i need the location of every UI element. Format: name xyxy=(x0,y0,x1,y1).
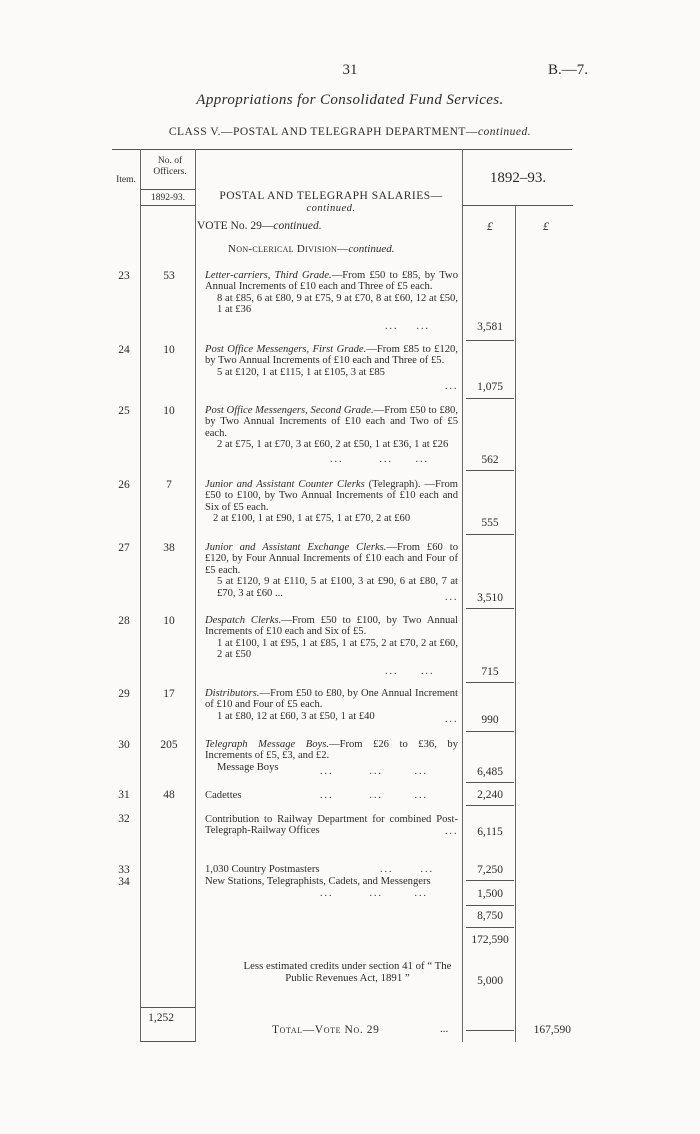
row-24-amount: 1,075 xyxy=(477,381,503,393)
leader-dots-31: ... ... ... xyxy=(320,790,428,801)
row-25-title: Post Office Messengers, Second Grade. xyxy=(205,405,374,416)
subtotal-rule xyxy=(466,927,514,928)
row-28-amount: 715 xyxy=(481,666,499,678)
row-34-item: 34 xyxy=(118,876,130,888)
row-26-title: Junior and Assistant Counter Clerks xyxy=(205,479,365,490)
col-divider-item xyxy=(140,149,141,1042)
leader-dots-29: ... xyxy=(445,714,459,725)
row-34-text: New Stations, Telegraphists, Cadets, and Messengers xyxy=(205,876,431,887)
row-33-item: 33 xyxy=(118,864,130,876)
officers-total: 1,252 xyxy=(148,1012,174,1024)
row-29-description xyxy=(205,688,458,722)
row-33-text: 1,030 Country Postmasters xyxy=(205,864,320,875)
leader-dots-30: ... ... ... xyxy=(320,766,428,777)
section-title-text: POSTAL AND TELEGRAPH SALARIES— xyxy=(219,190,443,202)
col-header-item: Item. xyxy=(116,175,136,185)
row-26-detail: 2 at £100, 1 at £90, 1 at £75, 1 at £70, 2 at £60 xyxy=(213,513,411,525)
header-bottom-rule-right xyxy=(463,205,573,206)
subtotal-amount: 8,750 xyxy=(477,910,503,922)
less-credits-amount: 5,000 xyxy=(477,975,503,987)
row-28-title: Despatch Clerks. xyxy=(205,615,282,626)
row-30-text: —From £26 to £36, by Increments of £5, £3, and £2. xyxy=(205,739,458,762)
row-23-detail: 8 at £85, 6 at £80, 9 at £75, 9 at £70, 8 at £60, 12 at £50, 1 at £36 xyxy=(217,292,458,316)
section-title xyxy=(200,190,462,214)
leader-dots-23: ... ... xyxy=(385,321,430,332)
class-heading-cont: continued. xyxy=(477,126,532,138)
row-33-rule xyxy=(466,880,514,881)
row-25-description xyxy=(205,405,458,451)
col-header-officers-year: 1892-93. xyxy=(150,193,186,203)
row-26-officers: 7 xyxy=(166,479,172,491)
row-23-amount: 3,581 xyxy=(477,321,503,333)
row-29-amount: 990 xyxy=(481,714,499,726)
leader-dots-27: ... xyxy=(445,592,459,603)
vote-heading-text: VOTE No. 29— xyxy=(197,220,274,232)
row-29-rule xyxy=(466,731,514,732)
col-header-pound-1: £ xyxy=(487,219,493,233)
row-31-item: 31 xyxy=(118,789,130,801)
officers-total-rule xyxy=(141,1007,195,1008)
division-heading-cont: continued. xyxy=(348,243,395,255)
officers-total-bottom-rule xyxy=(141,1041,195,1042)
row-23-title: Letter-carriers, Third Grade. xyxy=(205,270,332,281)
row-24-item: 24 xyxy=(118,344,130,356)
row-26-description xyxy=(205,479,458,525)
row-31-rule xyxy=(466,805,514,806)
total-before-credits: 172,590 xyxy=(471,934,509,946)
leader-dots-25: ... ... ... xyxy=(330,454,429,465)
class-heading xyxy=(100,126,600,138)
row-23-item: 23 xyxy=(118,270,130,282)
leader-dots-32: ... xyxy=(445,826,459,837)
row-23-rule xyxy=(466,340,514,341)
row-27-detail: 5 at £120, 9 at £110, 5 at £100, 3 at £90, 6 at £80, 7 at £70, 3 at £60 ... xyxy=(217,576,458,599)
row-28-officers: 10 xyxy=(163,615,175,627)
row-27-amount: 3,510 xyxy=(477,592,503,604)
row-32-description xyxy=(205,814,458,837)
row-29-text: —From £50 to £80, by One Annual Increment of £10 and Four of £5 each. xyxy=(205,688,458,711)
row-34-amount: 1,500 xyxy=(477,888,503,900)
row-30-detail: Message Boys xyxy=(217,761,279,773)
row-26-rule xyxy=(466,534,514,535)
total-dots: ... xyxy=(440,1023,449,1035)
document-reference: B.—7. xyxy=(547,62,588,78)
header-bottom-rule-left xyxy=(141,205,195,206)
col-divider-desc xyxy=(462,149,463,1042)
row-24-title: Post Office Messengers, First Grade. xyxy=(205,344,367,355)
row-26-text: (Telegraph). —From £50 to £100, by Two Annual Increments of £10 each and Six of £5 each. xyxy=(205,479,458,513)
row-27-title: Junior and Assistant Exchange Clerks. xyxy=(205,542,387,553)
col-header-no-officers: No. of Officers. xyxy=(153,156,187,177)
row-33-amount: 7,250 xyxy=(477,864,503,876)
row-23-text: —From £50 to £85, by Two Annual Increments of £10 each and Three of £5 each. xyxy=(205,270,458,293)
col-divider-officers xyxy=(195,149,196,1042)
total-dash xyxy=(466,1030,514,1031)
row-27-text: —From £60 to £120, by Four Annual Increments of £10 each and Four of £5 each. xyxy=(205,542,458,576)
row-30-rule xyxy=(466,782,514,783)
row-24-officers: 10 xyxy=(163,344,175,356)
col-header-pound-2: £ xyxy=(543,219,549,233)
row-24-rule xyxy=(466,398,514,399)
officers-year-rule xyxy=(141,189,195,190)
section-title-cont: continued. xyxy=(306,203,356,214)
row-28-text: —From £50 to £100, by Two Annual Increments of £10 each and Six of £5. xyxy=(205,615,459,638)
col-divider-amount xyxy=(515,205,516,1042)
row-29-detail: 1 at £80, 12 at £60, 3 at £50, 1 at £40 xyxy=(217,710,375,722)
vote-heading-cont: continued. xyxy=(273,220,322,232)
row-28-item: 28 xyxy=(118,615,130,627)
row-34-description xyxy=(205,876,458,887)
row-28-rule xyxy=(466,682,514,683)
row-30-officers: 205 xyxy=(160,739,178,751)
page-number: 31 xyxy=(342,62,358,78)
leader-dots-34: ... ... ... xyxy=(320,888,428,899)
row-27-rule xyxy=(466,608,514,609)
page-subtitle: Appropriations for Consolidated Fund Services. xyxy=(196,92,504,108)
vote-heading xyxy=(197,220,322,232)
row-28-detail: 1 at £100, 1 at £95, 1 at £85, 1 at £75, 2 at £70, 2 at £60, 2 at £50 xyxy=(217,637,458,661)
row-30-amount: 6,485 xyxy=(477,766,503,778)
row-26-item: 26 xyxy=(118,479,130,491)
row-24-text: —From £85 to £120, by Two Annual Increments of £10 each and Three of £5. xyxy=(205,344,459,367)
col-header-year: 1892–93. xyxy=(489,170,547,186)
grand-total-amount: 167,590 xyxy=(533,1024,571,1036)
row-31-amount: 2,240 xyxy=(477,789,503,801)
total-label: Total—Vote No. 29 xyxy=(272,1024,380,1036)
row-32-text: Contribution to Railway Department for combined Post-Telegraph-Railway Offices xyxy=(205,814,458,837)
row-28-description xyxy=(205,615,458,661)
class-heading-text: CLASS V.—POSTAL AND TELEGRAPH DEPARTMENT— xyxy=(168,126,478,138)
row-29-title: Distributors. xyxy=(205,688,260,699)
row-25-officers: 10 xyxy=(163,405,175,417)
row-25-amount: 562 xyxy=(481,454,499,466)
row-31-text: Cadettes xyxy=(205,790,242,801)
division-heading xyxy=(228,243,394,255)
row-23-officers: 53 xyxy=(163,270,175,282)
row-26-amount: 555 xyxy=(481,517,499,529)
table-top-rule xyxy=(112,149,572,150)
row-24-description xyxy=(205,344,458,378)
row-24-detail: 5 at £120, 1 at £115, 1 at £105, 3 at £85 xyxy=(217,366,385,378)
row-30-item: 30 xyxy=(118,739,130,751)
row-25-text: —From £50 to £80, by Two Annual Increments of £10 each and Two of £5 each. xyxy=(205,405,458,439)
leader-dots-33: ... ... xyxy=(380,864,434,875)
division-heading-text: Non-clerical Division— xyxy=(228,243,349,255)
row-34-rule xyxy=(466,905,514,906)
leader-dots-24: ... xyxy=(445,381,459,392)
row-31-officers: 48 xyxy=(163,789,175,801)
row-32-item: 32 xyxy=(118,813,130,825)
row-27-description xyxy=(205,542,458,599)
row-29-officers: 17 xyxy=(163,688,175,700)
row-25-rule xyxy=(466,470,514,471)
row-27-item: 27 xyxy=(118,542,130,554)
row-25-detail: 2 at £75, 1 at £70, 3 at £60, 2 at £50, 1 at £36, 1 at £26 xyxy=(217,439,449,451)
row-29-item: 29 xyxy=(118,688,130,700)
row-32-amount: 6,115 xyxy=(477,826,503,838)
row-23-description xyxy=(205,270,458,316)
row-30-title: Telegraph Message Boys. xyxy=(205,739,329,750)
row-25-item: 25 xyxy=(118,405,130,417)
less-credits-text: Less estimated credits under section 41 of “ The Public Revenues Act, 1891 ” xyxy=(243,960,452,984)
leader-dots-28: ... ... xyxy=(385,666,435,677)
row-27-officers: 38 xyxy=(163,542,175,554)
